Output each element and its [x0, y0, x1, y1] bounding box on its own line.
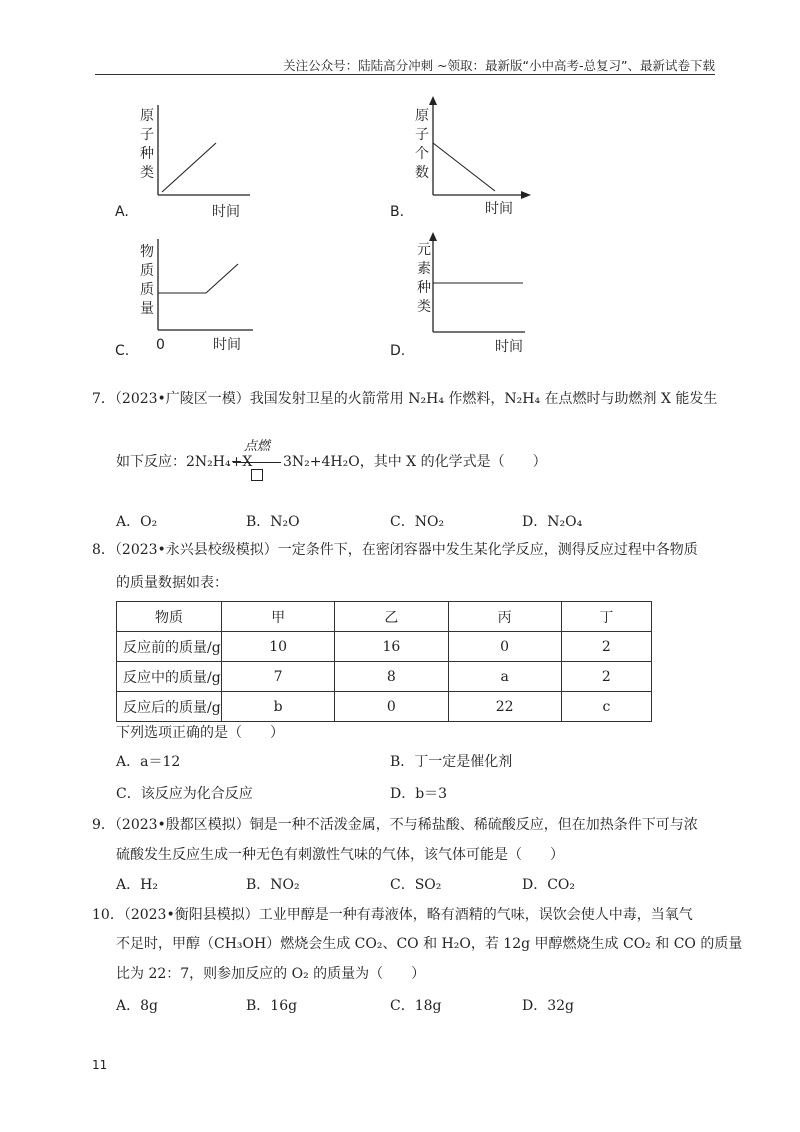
graph-b: [385, 95, 545, 230]
q9-option-b[interactable]: B．NO₂: [246, 877, 300, 893]
graph-b-y-arrow: [429, 96, 437, 105]
table-cell: 反应中的质量/g: [117, 662, 222, 692]
graph-d-ylabel-char-4: 类: [417, 299, 431, 315]
table-cell: 16: [335, 632, 448, 662]
graph-a-ylabel-char-2: 子: [140, 127, 154, 143]
q10-option-d[interactable]: D．32g: [522, 998, 575, 1014]
header-divider: [95, 74, 715, 75]
q7-stem-line2: [116, 452, 252, 472]
graph-d-y-arrow: [429, 232, 437, 241]
q10-stem-line3: 比为 22：7，则参加反应的 O₂ 的质量为（ ）: [116, 966, 426, 982]
graph-c-ylabel-char-2: 质: [140, 263, 154, 279]
graph-d-xlabel: 时间: [495, 339, 523, 355]
graph-c-origin: 0: [156, 337, 165, 353]
graph-d-ylabel-char-2: 素: [417, 261, 431, 277]
table-cell: 2: [561, 632, 651, 662]
q7-equation-right: 3N₂+4H₂O，其中 X 的化学式是（ ）: [283, 454, 547, 470]
q7-option-a[interactable]: A．O₂: [116, 514, 158, 530]
q8-option-b[interactable]: B．丁一定是催化剂: [390, 754, 513, 770]
table-cell: 0: [448, 632, 561, 662]
graph-d-ylabel-char-3: 种: [417, 280, 431, 296]
graph-c-ylabel-char-3: 质: [140, 282, 154, 298]
graph-c-curve: [158, 264, 238, 293]
table-cell: 22: [448, 692, 561, 722]
q7-prefix: 如下反应：: [116, 454, 186, 470]
table-header-cell: 乙: [335, 602, 448, 632]
q9-option-d[interactable]: D．CO₂: [522, 877, 576, 893]
table-header-cell: 甲: [222, 602, 335, 632]
graph-b-curve: [433, 143, 495, 191]
q8-option-a[interactable]: A．a＝12: [116, 754, 181, 770]
graph-c: [110, 236, 260, 361]
q7-option-d[interactable]: D．N₂O₄: [522, 514, 583, 530]
graph-b-ylabel-char-4: 数: [415, 165, 429, 181]
q7-equation-left: 2N₂H₄+X: [186, 454, 253, 470]
graph-a-ylabel: [140, 108, 154, 181]
graph-a-ylabel-char-4: 类: [140, 165, 154, 181]
graph-b-letter: B.: [390, 204, 405, 220]
table-cell: a: [448, 662, 561, 692]
q10-stem-line1: 10．（2023•衡阳县模拟）工业甲醇是一种有毒液体，略有酒精的气味，误饮会使人中毒，当氧气: [92, 907, 693, 923]
graph-b-ylabel-char-3: 个: [415, 146, 429, 162]
table-cell: 反应后的质量/g: [117, 692, 222, 722]
q10-option-a[interactable]: A．8g: [116, 998, 158, 1014]
graph-d-ylabel: [417, 242, 431, 315]
graph-a-ylabel-char-1: 原: [140, 108, 154, 124]
graph-d-ylabel-char-1: 元: [417, 242, 431, 258]
q10-option-c[interactable]: C．18g: [390, 998, 442, 1014]
q7-stem-line1: 7．（2023•广陵区一模）我国发射卫星的火箭常用 N₂H₄ 作燃料，N₂H₄ 在点燃时与助燃剂 X 能发生: [92, 391, 718, 407]
graph-b-ylabel-char-1: 原: [415, 108, 429, 124]
q10-stem-line2: 不足时，甲醇（CH₃OH）燃烧会生成 CO₂、CO 和 H₂O，若 12g 甲醇燃烧生成 CO₂ 和 CO 的质量: [116, 936, 743, 952]
graph-c-letter: C.: [115, 343, 130, 359]
graph-c-ylabel-char-4: 量: [140, 301, 154, 317]
q8-stem-line1: 8．（2023•永兴县校级模拟）一定条件下，在密闭容器中发生某化学反应，测得反应过程中各物质: [92, 542, 698, 558]
q8-stem-line2: 的质量数据如表：: [116, 575, 228, 591]
graph-a-curve: [162, 143, 216, 192]
table-cell: c: [561, 692, 651, 722]
table-header-cell: 丙: [448, 602, 561, 632]
page-number: 11: [92, 1058, 108, 1072]
q8-option-d[interactable]: D．b＝3: [390, 786, 448, 802]
q7-condition: 点燃: [243, 439, 270, 454]
q9-stem-line2: 硫酸发生反应生成一种无色有刺激性气味的气体，该气体可能是（ ）: [116, 847, 564, 863]
table-header-row: [117, 602, 652, 632]
q8-question: 下列选项正确的是（ ）: [116, 725, 284, 741]
q7-reaction-arrow: [233, 440, 281, 481]
q8-data-table: [116, 601, 652, 722]
q7-option-c[interactable]: C．NO₂: [390, 514, 445, 530]
table-header-cell: 丁: [561, 602, 651, 632]
graph-a-ylabel-char-3: 种: [140, 146, 154, 162]
table-header-cell: 物质: [117, 602, 222, 632]
q7-option-b[interactable]: B．N₂O: [246, 514, 300, 530]
graph-a-letter: A.: [115, 204, 129, 220]
table-cell: 2: [561, 662, 651, 692]
page-header: 关注公众号：陆陆高分冲刺 ~领取：最新版“小中高考-总复习”、最新试卷下载: [283, 58, 715, 73]
graph-b-x-arrow: [521, 191, 531, 199]
table-row: [117, 662, 652, 692]
q9-option-c[interactable]: C．SO₂: [390, 877, 442, 893]
table-cell: 10: [222, 632, 335, 662]
q7-arrow-line: [233, 462, 281, 463]
table-cell: 7: [222, 662, 335, 692]
q9-option-a[interactable]: A．H₂: [116, 877, 158, 893]
table-cell: 反应前的质量/g: [117, 632, 222, 662]
table-row: [117, 632, 652, 662]
graph-a-xlabel: 时间: [212, 204, 240, 220]
graph-c-ylabel: [140, 243, 154, 317]
q9-stem-line1: 9．（2023•殷都区模拟）铜是一种不活泼金属，不与稀盐酸、稀硫酸反应，但在加热条件下可与浓: [92, 817, 698, 833]
graph-c-xlabel: 时间: [213, 337, 241, 353]
graph-b-ylabel-char-2: 子: [415, 127, 429, 143]
table-cell: 0: [335, 692, 448, 722]
graph-d-letter: D.: [390, 343, 406, 359]
q10-option-b[interactable]: B．16g: [246, 998, 298, 1014]
graph-c-ylabel-char-1: 物: [140, 244, 154, 260]
graph-b-ylabel: [415, 108, 429, 181]
graph-b-xlabel: 时间: [485, 201, 513, 217]
table-cell: b: [222, 692, 335, 722]
table-cell: 8: [335, 662, 448, 692]
q7-placeholder-box: [251, 469, 263, 481]
graph-a: [110, 95, 260, 230]
table-row: [117, 692, 652, 722]
q8-option-c[interactable]: C．该反应为化合反应: [116, 786, 253, 802]
graph-d: [385, 230, 545, 360]
